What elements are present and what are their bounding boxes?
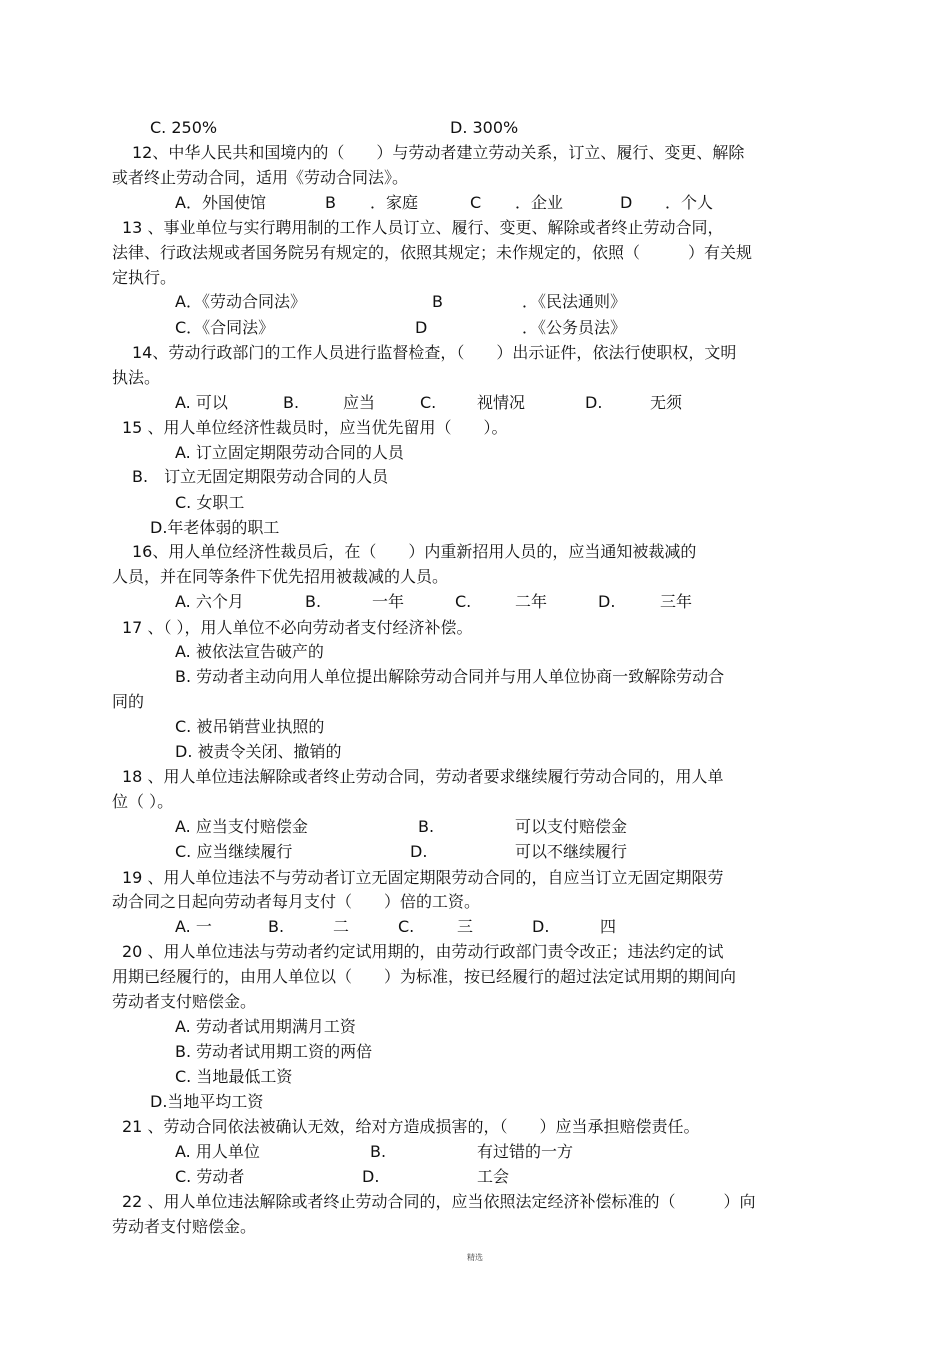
text-segment: C bbox=[470, 193, 482, 212]
text-segment: 21 、劳动合同依法被确认无效，给对方造成损害的，（ ）应当承担赔偿责任。 bbox=[122, 1117, 700, 1136]
text-segment: 同的 bbox=[112, 692, 145, 711]
text-segment: 可以支付赔偿金 bbox=[515, 817, 628, 836]
text-segment: B. bbox=[268, 917, 285, 936]
text-segment: 无须 bbox=[650, 393, 683, 412]
text-segment: C. 女职工 bbox=[175, 493, 245, 512]
text-segment: 应当 bbox=[343, 393, 376, 412]
page-footer: 精选 bbox=[467, 1253, 483, 1262]
text-segment: 三 bbox=[457, 917, 474, 936]
text-segment: ．个人 bbox=[665, 193, 714, 212]
text-segment: A. 用人单位 bbox=[175, 1142, 260, 1161]
text-segment: 19 、用人单位违法不与劳动者订立无固定期限劳动合同的，自应当订立无固定期限劳 bbox=[122, 868, 724, 887]
text-segment: ．《民法通则》 bbox=[522, 292, 627, 311]
text-segment: A. 可以 bbox=[175, 393, 228, 412]
text-segment: A. 劳动者试用期满月工资 bbox=[175, 1017, 356, 1036]
text-segment: B. 劳动者主动向用人单位提出解除劳动合同并与用人单位协商一致解除劳动合 bbox=[175, 667, 725, 686]
text-segment: 一年 bbox=[372, 592, 405, 611]
text-segment: 用期已经履行的，由用人单位以（ ）为标准，按已经履行的超过法定试用期的期间向 bbox=[112, 967, 737, 986]
text-segment: B. 订立无固定期限劳动合同的人员 bbox=[132, 467, 389, 486]
text-segment: D bbox=[415, 318, 428, 337]
text-segment: ．家庭 bbox=[370, 193, 419, 212]
text-segment: C. 劳动者 bbox=[175, 1167, 245, 1186]
text-segment: D. bbox=[585, 393, 603, 412]
text-segment: D. bbox=[532, 917, 550, 936]
text-segment: ．企业 bbox=[515, 193, 564, 212]
text-segment: C. 应当继续履行 bbox=[175, 842, 293, 861]
text-segment: D.当地平均工资 bbox=[150, 1092, 264, 1111]
text-segment: C. 当地最低工资 bbox=[175, 1067, 293, 1086]
text-segment: 13 、事业单位与实行聘用制的工作人员订立、履行、变更、解除或者终止劳动合同， bbox=[122, 218, 724, 237]
text-segment: 定执行。 bbox=[112, 268, 177, 287]
text-segment: 15 、用人单位经济性裁员时，应当优先留用（ ）。 bbox=[122, 418, 508, 437]
text-segment: C. 被吊销营业执照的 bbox=[175, 717, 325, 736]
text-segment: 14、劳动行政部门的工作人员进行监督检查，（ ）出示证件，依法行使职权，文明 bbox=[132, 343, 737, 362]
text-segment: D. bbox=[410, 842, 428, 861]
text-segment: D. 300% bbox=[450, 118, 519, 137]
text-segment: ．《公务员法》 bbox=[522, 318, 627, 337]
text-segment: B. bbox=[418, 817, 435, 836]
text-segment: 视情况 bbox=[477, 393, 526, 412]
text-segment: A. 应当支付赔偿金 bbox=[175, 817, 308, 836]
text-segment: D. bbox=[362, 1167, 380, 1186]
text-segment: 工会 bbox=[477, 1167, 510, 1186]
text-segment: 法律、行政法规或者国务院另有规定的，依照其规定；未作规定的，依照（ ）有关规 bbox=[112, 243, 753, 262]
text-segment: B. bbox=[370, 1142, 387, 1161]
text-segment: 或者终止劳动合同，适用《劳动合同法》。 bbox=[112, 168, 409, 187]
text-segment: 20 、用人单位违法与劳动者约定试用期的，由劳动行政部门责令改正；违法约定的试 bbox=[122, 942, 724, 961]
text-segment: C. bbox=[455, 592, 472, 611]
text-segment: B bbox=[325, 193, 336, 212]
text-segment: 动合同之日起向劳动者每月支付（ ）倍的工资。 bbox=[112, 892, 481, 911]
text-segment: D.年老体弱的职工 bbox=[150, 518, 280, 537]
text-segment: 四 bbox=[600, 917, 617, 936]
text-segment: B bbox=[432, 292, 443, 311]
text-segment: 人员，并在同等条件下优先招用被裁减的人员。 bbox=[112, 567, 449, 586]
text-segment: A. 被依法宣告破产的 bbox=[175, 642, 324, 661]
text-segment: 16、用人单位经济性裁员后，在（ ）内重新招用人员的，应当通知被裁减的 bbox=[132, 542, 697, 561]
text-segment: D bbox=[620, 193, 633, 212]
text-segment: A．《劳动合同法》 bbox=[175, 292, 306, 311]
text-segment: C. bbox=[398, 917, 415, 936]
text-segment: 有过错的一方 bbox=[477, 1142, 574, 1161]
text-segment: B. bbox=[283, 393, 300, 412]
text-segment: C．《合同法》 bbox=[175, 318, 275, 337]
text-segment: B. bbox=[305, 592, 322, 611]
text-segment: 二年 bbox=[515, 592, 548, 611]
text-segment: A. 六个月 bbox=[175, 592, 244, 611]
text-segment: 执法。 bbox=[112, 368, 161, 387]
text-segment: 22 、用人单位违法解除或者终止劳动合同的，应当依照法定经济补偿标准的（ ）向 bbox=[122, 1192, 756, 1211]
text-segment: 三年 bbox=[660, 592, 693, 611]
text-segment: 劳动者支付赔偿金。 bbox=[112, 992, 257, 1011]
text-segment: 二 bbox=[333, 917, 350, 936]
text-segment: A. 订立固定期限劳动合同的人员 bbox=[175, 443, 404, 462]
text-segment: 18 、用人单位违法解除或者终止劳动合同，劳动者要求继续履行劳动合同的，用人单 bbox=[122, 767, 724, 786]
text-segment: 劳动者支付赔偿金。 bbox=[112, 1217, 257, 1236]
text-segment: C. 250% bbox=[150, 118, 218, 137]
text-segment: B. 劳动者试用期工资的两倍 bbox=[175, 1042, 373, 1061]
text-segment: A．外国使馆 bbox=[175, 193, 266, 212]
text-segment: D. 被责令关闭、撤销的 bbox=[175, 742, 342, 761]
text-segment: 可以不继续履行 bbox=[515, 842, 628, 861]
text-segment: 位（ ）。 bbox=[112, 792, 174, 811]
text-segment: 17 、（ ），用人单位不必向劳动者支付经济补偿。 bbox=[122, 618, 473, 637]
text-segment: D. bbox=[598, 592, 616, 611]
text-segment: A. 一 bbox=[175, 917, 212, 936]
text-segment: C. bbox=[420, 393, 437, 412]
text-segment: 12、中华人民共和国境内的（ ）与劳动者建立劳动关系，订立、履行、变更、解除 bbox=[132, 143, 745, 162]
